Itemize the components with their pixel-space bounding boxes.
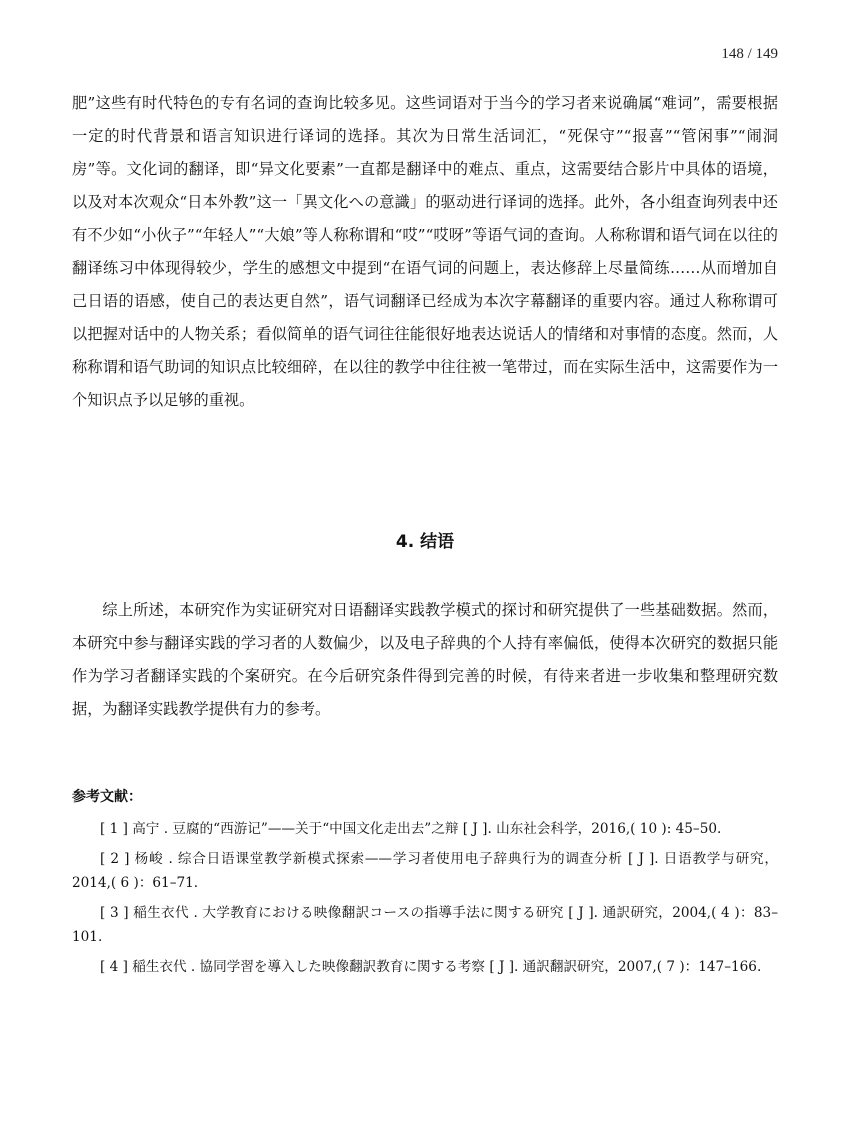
page-number: 148 / 149 xyxy=(721,46,778,62)
body-paragraph: 肥”这些有时代特色的专有名词的查询比较多见。这些词语对于当今的学习者来说确属“难词”，需要根据一定的时代背景和语言知识进行译词的选择。其次为日常生活词汇，“死保守”“报喜”“管闲事”“闹洞房”等。文化词的翻译，即“异文化要素”一直都是翻译中的难点、重点，这需要结合影片中具体的语境，以及对本次观众“日本外教”这一「異文化への意識」的驱动进行译词的选择。此外，各小组查询列表中还有不少如“小伙子”“年轻人”“大娘”等人称称谓和“哎”“哎呀”等语气词的查询。人称称谓和语气词在以往的翻译练习中体现得较少，学生的感想文中提到“在语气词的问题上，表达修辞上尽量简练……从而增加自己日语的语感，使自己的表达更自然”，语气词翻译已经成为本次字幕翻译的重要内容。通过人称称谓可以把握对话中的人物关系；看似简单的语气词往往能很好地表达说话人的情绪和对事情的态度。然而，人称称谓和语气助词的知识点比较细碎，在以往的教学中往往被一笔带过，而在实际生活中，这需要作为一个知识点予以足够的重视。 xyxy=(72,94,778,409)
references-heading: 参考文献： xyxy=(72,789,142,805)
reference-item: [ 1 ] 高宁 . 豆腐的“西游记”——关于“中国文化走出去”之辩 [ J ]. 山东社会科学，2016,( 10 ): 45–50. xyxy=(100,821,722,837)
reference-item: [ 2 ] 杨峻 . 综合日语课堂教学新模式探索——学习者使用电子辞典行为的调查分析 [ J ]. 日语教学与研究，2014,( 6 )：61–71. xyxy=(72,850,778,891)
body-text xyxy=(72,87,778,417)
conclusion-section xyxy=(72,594,778,726)
section-title: 4. 结语 xyxy=(395,532,455,552)
reference-item: [ 3 ] 稲生衣代 . 大学教育における映像翻訳コースの指導手法に関する研究 [ J ]. 通訳研究，2004,( 4 )：83–101. xyxy=(72,904,778,945)
reference-item: [ 4 ] 稲生衣代 . 協同学習を導入した映像翻訳教育に関する考察 [ J ]. 通訳翻訳研究，2007,( 7 )：147–166. xyxy=(100,958,762,975)
conclusion-paragraph: 综上所述，本研究作为实证研究对日语翻译实践教学模式的探讨和研究提供了一些基础数据。然而，本研究中参与翻译实践的学习者的人数偏少，以及电子辞典的个人持有率偏低，使得本次研究的数据只能作为学习者翻译实践的个案研究。在今后研究条件得到完善的时候，有待来者进一步收集和整理研究数据，为翻译实践教学提供有力的参考。 xyxy=(72,601,778,718)
references-list xyxy=(72,817,778,984)
